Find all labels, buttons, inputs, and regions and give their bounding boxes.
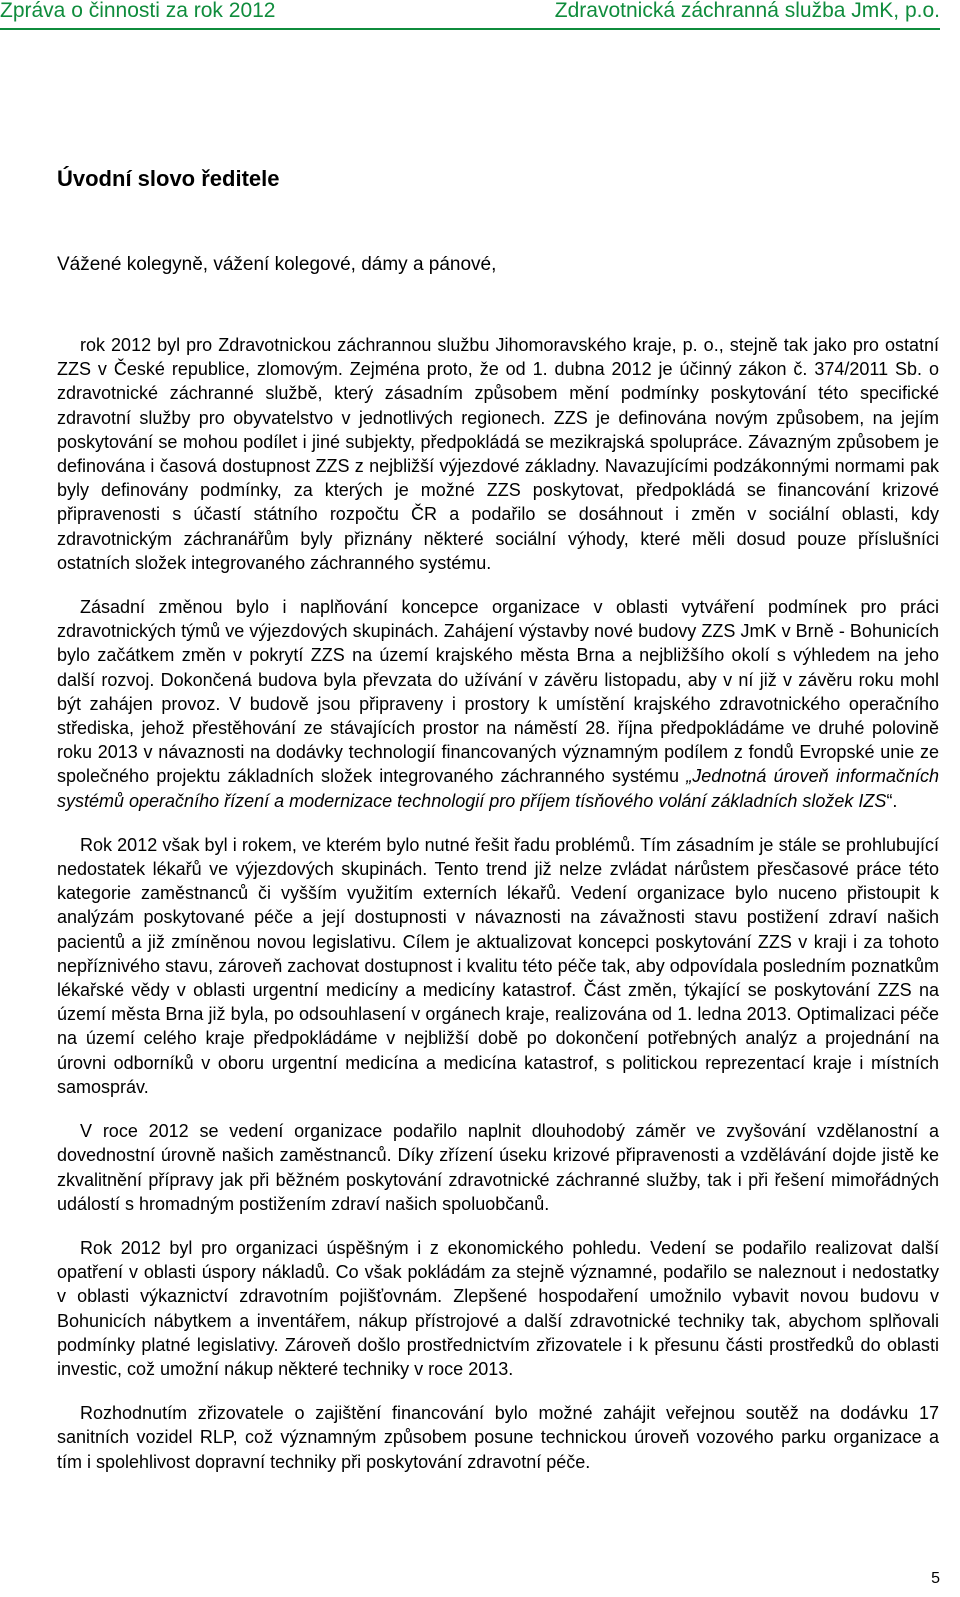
organization-name: Zdravotnická záchranná služba JmK, p.o. (554, 0, 940, 22)
header-divider (0, 28, 940, 30)
report-title: Zpráva o činnosti za rok 2012 (0, 0, 276, 22)
paragraph-5: Rok 2012 byl pro organizaci úspěšným i z ekonomického pohledu. Vedení se podařilo realizovat další opatření v oblasti úspory nákladů. Co však pokládám za stejně významné, podařilo se naleznout i nedostatky v oblasti výkaznictví zdravotním pojišťovnám. Zlepšené hospodaření umožnilo vybavit novou budovu v Bohunicích nábytkem a inventářem, nákup přístrojové a další zdravotnické techniky tak, abychom splňovali podmínky platné legislativy. Zároveň došlo prostřednictvím zřizovatele i k přesunu části prostředků do oblasti investic, což umožní nákup některé techniky v roce 2013. (57, 1237, 939, 1379)
page-header (0, 0, 940, 40)
page-title: Úvodní slovo ředitele (57, 166, 280, 191)
paragraph-2-end: “. (886, 790, 898, 811)
paragraph-2-text: Zásadní změnou bylo i naplňování koncepce organizace v oblasti vytváření podmínek pro práci zdravotnických týmů ve výjezdových skupinách. Zahájení výstavby nové budovy ZZS JmK v Brně - Bohunicích bylo začátkem změn v pokrytí ZZS na území krajského města Brna a nejbližšího okolí s výhledem na jeho další rozvoj. Dokončená budova byla převzata do užívání v závěru listopadu, aby v ní již v závěru roku mohl být zahájen provoz. V budově jsou připraveny i prostory k umístění krajského zdravotnického operačního střediska, jehož přestěhování ze stávajících prostor na náměstí 28. října předpokládáme ve druhé polovině roku 2013 v návaznosti na dodávky technologií financovaných významným podílem z fondů Evropské unie ze společného projektu základních složek integrovaného záchranného systému (57, 597, 939, 787)
project-name: „Jednotná úroveň informačních systémů operačního řízení a modernizace technologií pro příjem tísňového volání základních složek IZS (57, 766, 939, 811)
salutation: Vážené kolegyně, vážení kolegové, dámy a pánové, (57, 254, 497, 275)
paragraph-1: rok 2012 byl pro Zdravotnickou záchrannou službu Jihomoravského kraje, p. o., stejně tak jako pro ostatní ZZS v České republice, zlomovým. Zejména proto, že od 1. dubna 2012 je účinný zákon č. 374/2011 Sb. o zdravotnické záchranné službě, který zásadním způsobem mění podmínky poskytování této specifické zdravotní služby pro obyvatelstvo v jednotlivých regionech. ZZS je definována novým způsobem, na jejím poskytování se mohou podílet i jiné subjekty, předpokládá se mezikrajská spolupráce. Závazným způsobem je definována i časová dostupnost ZZS z nejbližší výjezdové základny. Navazujícími podzákonnými normami pak byly definovány podmínky, za kterých je možné ZZS poskytovat, předpokládá se financování krizové připravenosti s účastí státního rozpočtu ČR a podařilo se dosáhnout i změn v sociální oblasti, kdy zdravotnickým záchranářům byly přiznány některé sociální výhody, které měli dosud pouze příslušníci ostatních složek integrovaného záchranného systému. (57, 335, 939, 573)
paragraph-4: V roce 2012 se vedení organizace podařilo naplnit dlouhodobý záměr ve zvyšování vzdělanostní a dovednostní úrovně našich zaměstnanců. Díky zřízení úseku krizové připravenosti a vzdělávání dojde jistě ke zkvalitnění přípravy jak při běžném poskytování zdravotnické záchranné služby, tak i při řešení mimořádných událostí s hromadným postižením zdraví našich spoluobčanů. (57, 1121, 939, 1214)
paragraph-6: Rozhodnutím zřizovatele o zajištění financování bylo možné zahájit veřejnou soutěž na dodávku 17 sanitních vozidel RLP, což významným způsobem posune technickou úroveň vozového parku organizace a tím i spolehlivost dopravní techniky při poskytování zdravotní péče. (57, 1403, 939, 1472)
page-number: 5 (931, 1570, 940, 1587)
letter-body (57, 333, 939, 1494)
paragraph-3: Rok 2012 však byl i rokem, ve kterém bylo nutné řešit řadu problémů. Tím zásadním je stále se prohlubující nedostatek lékařů ve výjezdových skupinách. Tento trend již nelze zvládat nárůstem přesčasové práce této kategorie zaměstnanců či vyšším využitím externích lékařů. Vedení organizace bylo nuceno přistoupit k analýzám poskytované péče a její dostupnosti v návaznosti na závažnosti stavu postižení zdraví našich pacientů a již zmíněnou novou legislativu. Cílem je aktualizovat koncepci poskytování ZZS v kraji i za tohoto nepříznivého stavu, zároveň zachovat dostupnost i kvalitu této péče tak, aby odpovídala posledním poznatkům lékařské vědy v oblasti urgentní medicíny a medicíny katastrof. Část změn, týkající se poskytování ZZS na území města Brna již byla, po odsouhlasení v orgánech kraje, realizována od 1. ledna 2013. Optimalizaci péče na území celého kraje předpokládáme v nejbližší době po dokončení potřebných analýz a projednání na úrovni odborníků v oboru urgentní medicína a medicína katastrof, s politickou reprezentací kraje i místních samospráv. (57, 834, 939, 1097)
paragraph-2 (57, 595, 939, 813)
